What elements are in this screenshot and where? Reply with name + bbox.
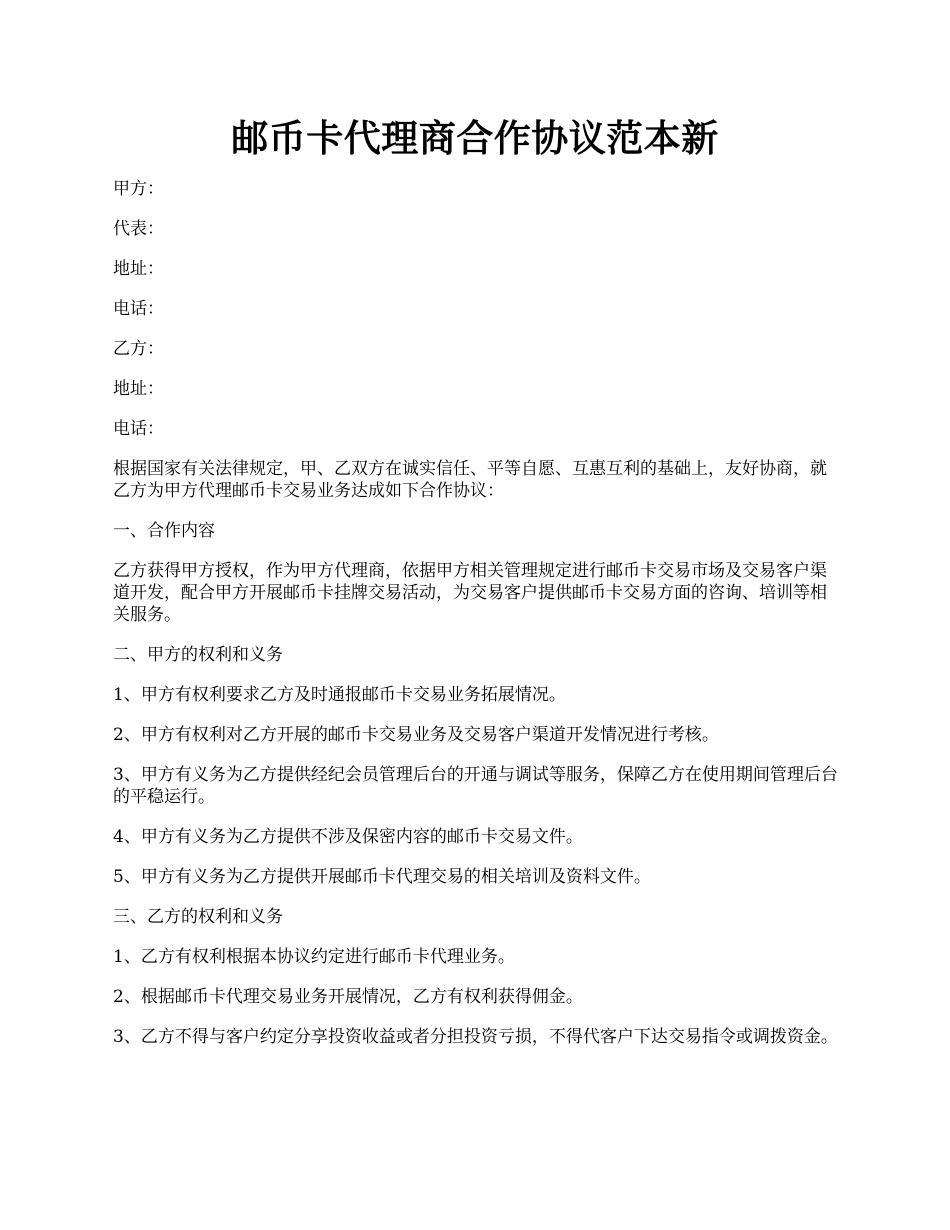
party-a-address-label: 地址： xyxy=(113,259,164,279)
document-body xyxy=(113,178,839,1066)
preamble-paragraph: 根据国家有关法律规定，甲、乙双方在诚实信任、平等自愿、互惠互利的基础上，友好协商，就乙方为甲方代理邮币卡交易业务达成如下合作协议： xyxy=(113,459,827,501)
party-a-clause-3: 3、甲方有义务为乙方提供经纪会员管理后台的开通与调试等服务，保障乙方在使用期间管理后台的平稳运行。 xyxy=(113,765,838,807)
party-a-clause-5: 5、甲方有义务为乙方提供开展邮币卡代理交易的相关培训及资料文件。 xyxy=(113,867,651,887)
cooperation-content-paragraph: 乙方获得甲方授权，作为甲方代理商，依据甲方相关管理规定进行邮币卡交易市场及交易客户渠道开发，配合甲方开展邮币卡挂牌交易活动，为交易客户提供邮币卡交易方面的咨询、培训等相关服务。 xyxy=(113,561,827,625)
party-a-representative-label: 代表： xyxy=(113,219,164,239)
party-a-clause-1: 1、甲方有权利要求乙方及时通报邮币卡交易业务拓展情况。 xyxy=(113,685,566,705)
party-a-clause-4: 4、甲方有义务为乙方提供不涉及保密内容的邮币卡交易文件。 xyxy=(113,827,583,847)
party-b-address-label: 地址： xyxy=(113,379,164,399)
party-a-label: 甲方： xyxy=(113,179,164,199)
section-heading-party-b-rights: 三、乙方的权利和义务 xyxy=(113,907,283,927)
party-b-label: 乙方： xyxy=(113,339,164,359)
document-title: 邮币卡代理商合作协议范本新 xyxy=(231,116,719,160)
party-b-clause-1: 1、乙方有权利根据本协议约定进行邮币卡代理业务。 xyxy=(113,947,515,967)
section-heading-party-a-rights: 二、甲方的权利和义务 xyxy=(113,645,283,665)
party-a-clause-2: 2、甲方有权利对乙方开展的邮币卡交易业务及交易客户渠道开发情况进行考核。 xyxy=(113,725,719,745)
party-b-clause-2: 2、根据邮币卡代理交易业务开展情况，乙方有权利获得佣金。 xyxy=(113,987,583,1007)
party-b-clause-3: 3、乙方不得与客户约定分享投资收益或者分担投资亏损，不得代客户下达交易指令或调拨资金。 xyxy=(113,1027,838,1047)
party-a-phone-label: 电话： xyxy=(113,299,164,319)
section-heading-cooperation: 一、合作内容 xyxy=(113,521,215,541)
party-b-phone-label: 电话： xyxy=(113,419,164,439)
